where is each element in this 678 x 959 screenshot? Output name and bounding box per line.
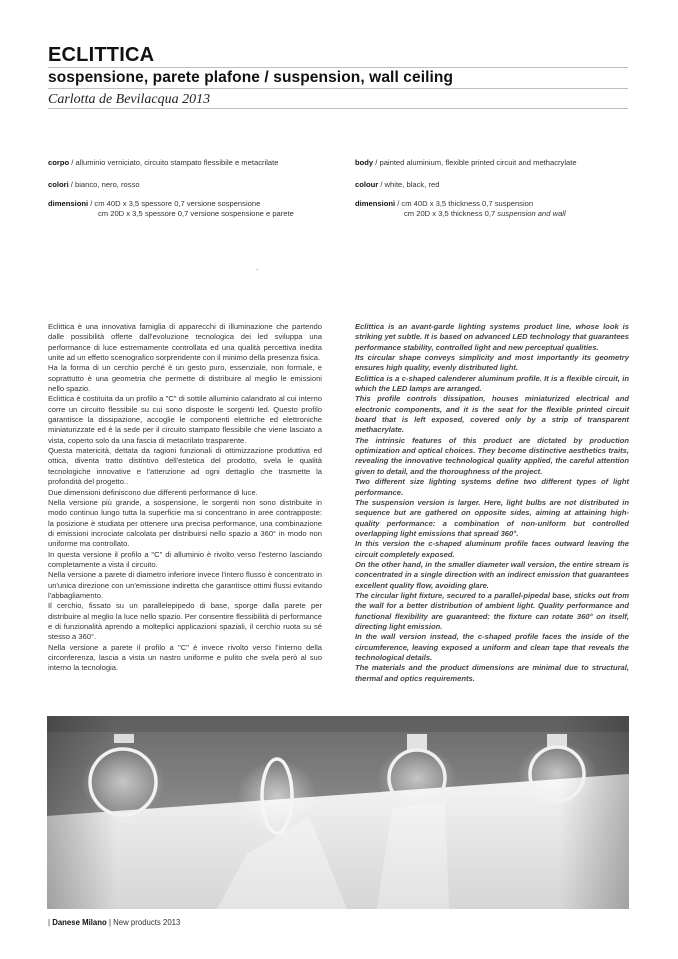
spec-dimensioni-en-line1: / cm 40D x 3,5 thickness 0,7 suspension bbox=[395, 199, 534, 208]
paragraph-it: Ha la forma di un cerchio perché è un gesto puro, essenziale, non formale, e soprattutto è una geometria che permette di distribuire al meglio le emissioni nello spazio. bbox=[48, 363, 322, 394]
page-subtitle: sospensione, parete plafone / suspension, wall ceiling bbox=[48, 69, 454, 86]
paragraph-en: Two different size lighting systems define two different types of light performance. bbox=[355, 477, 629, 497]
spec-colour-label: colour bbox=[355, 180, 379, 189]
paragraph-en: The suspension version is larger. Here, light bulbs are not distributed in sequence but are gathered on opposite sides, aiming at attaining high-quality performance: a combination of non-uniform but controlled overlapping light emissions that spread 360°. bbox=[355, 497, 629, 538]
product-photo-svg bbox=[47, 716, 629, 909]
paragraph-it: Eclittica è una innovativa famiglia di apparecchi di illuminazione che partendo dalle possibilità offerte dall'evoluzione tecnologica dei led sviluppa una performance di luce estremamente controllata ed una qualità percettiva inedita unite ad un effetto scenografico sorprendente con il minimo della presenza fisica. bbox=[48, 322, 322, 363]
paragraph-en: In the wall version instead, the c-shaped profile faces the inside of the circumference, leaving exposed a uniform and clean tape that reveals the technological details. bbox=[355, 632, 629, 662]
lamp-base bbox=[407, 734, 427, 750]
paragraph-it: Questa matericità, dettata da ragioni funzionali di ottimizzazione produttiva ed ottica, diventa tratto distintivo dell'estetica del prodotto, svela le qualità tecnologiche innovative e l'attenzione ad ogni dettaglio che trasmette la profondità del progetto.. bbox=[48, 446, 322, 487]
paragraph-en: Its circular shape conveys simplicity and most importantly its geometry ensures high quality, evenly distributed light. bbox=[355, 353, 629, 373]
description-english bbox=[355, 322, 629, 684]
page-title: ECLITTICA bbox=[48, 44, 155, 66]
spec-dimensioni-en-line2b: suspension and wall bbox=[497, 209, 566, 218]
page-footer bbox=[48, 918, 180, 927]
paragraph-en: On the other hand, in the smaller diameter wall version, the entire stream is concentrated in a single direction with an indirect emission that guarantees excellent quality flow, avoiding glare. bbox=[355, 559, 629, 590]
paragraph-it: Il cerchio, fissato su un parallelepipedo di base, sporge dalla parete per distribuire al meglio la luce nello spazio. Per consentire flessibilità di performance e di funzionalità aprendo a molteplici applicazioni spaziali, il cerchio ruota su sé stesso a 360°. bbox=[48, 601, 322, 642]
paragraph-en: The intrinsic features of this product are dictated by production optimization and optical choices. They become distinctive aesthetics traits, revealing the innovative technological quality applied, the careful attention given to detail, and the thoroughness of the project. bbox=[355, 435, 629, 476]
paragraph-it: Eclittica è costituita da un profilo a "C" di sottile alluminio calandrato al cui interno corre un circuito flessibile su cui sono disposte le sorgenti led. Questo profilo garantisce la dissipazione, accoglie le componenti elettriche ed elettroniche miniaturizzate ed è la sede per il circuito stampato flessibile che viene lasciato a vista, coperto solo da una fascia di metacrilato trasparente. bbox=[48, 394, 322, 445]
paragraph-it: Nella versione più grande, a sospensione, le sorgenti non sono distribuite in modo continuo lungo tutta la superficie ma si concentrano in aree contrapposte: la posizione è studiata per ottenere una precisa performance, una combinazione di emissioni incrociate calcolata per distribuirsi nello spazio a 360° in modo non uniforme ma controllato. bbox=[48, 497, 322, 549]
description-italian bbox=[48, 322, 322, 674]
spec-dimensioni-en-line2 bbox=[404, 209, 566, 219]
lamp-base bbox=[114, 734, 134, 743]
paragraph-it: Due dimensioni definiscono due differenti performance di luce. bbox=[48, 487, 258, 497]
paragraph-it: Nella versione a parete il profilo a "C" è invece rivolto verso l'interno della circonferenza, lascia a vista un nastro uniforme e pulito che svela però al suo interno la tecnologia. bbox=[48, 642, 322, 673]
spec-dimensioni-en-line2a: cm 20D x 3,5 thickness 0,7 bbox=[404, 209, 498, 218]
stray-dot: . bbox=[256, 263, 259, 272]
paragraph-en: In this version the c-shaped aluminum profile faces outward leaving the circuit completely exposed. bbox=[355, 539, 629, 559]
designer-divider bbox=[48, 108, 628, 109]
spec-colori-label: colori bbox=[48, 180, 69, 189]
spec-corpo-label: corpo bbox=[48, 158, 70, 167]
spec-dimensioni-en-label: dimensioni bbox=[355, 199, 396, 208]
designer-credit: Carlotta de Bevilacqua 2013 bbox=[48, 92, 211, 107]
spec-colori-value: / bianco, nero, rosso bbox=[68, 180, 140, 189]
spec-body-value: / painted aluminium, flexible printed circuit and methacrylate bbox=[373, 158, 577, 167]
paragraph-en: The circular light fixture, secured to a parallel-pipedal base, sticks out from the wall for a better distribution of ambient light. Quality performance and functional flexibility are guaranteed: the fixture can rotate 360° on itself, directing light emission. bbox=[355, 590, 629, 631]
product-photo bbox=[47, 716, 629, 909]
spec-colori bbox=[48, 180, 140, 190]
spec-dimensioni-en bbox=[355, 199, 533, 209]
spec-corpo-value: / alluminio verniciato, circuito stampato flessibile e metacrilate bbox=[69, 158, 279, 167]
footer-separator: | bbox=[48, 918, 53, 927]
subtitle-divider bbox=[48, 88, 628, 89]
spec-dimensioni-it-label: dimensioni bbox=[48, 199, 89, 208]
paragraph-en: Eclittica is a c-shaped calenderer aluminum profile. It is a flexible circuit, in which the LED lamps are arranged. bbox=[355, 373, 629, 394]
spec-body-label: body bbox=[355, 158, 374, 167]
footer-separator: | bbox=[106, 918, 114, 927]
paragraph-en: This profile controls dissipation, houses miniaturized electrical and electronic components, and it is the seat for the flexible printed circuit board that is left exposed, covered only by a strip of transparent methacrylate. bbox=[355, 394, 629, 435]
spec-body bbox=[355, 158, 577, 168]
footer-brand: Danese Milano bbox=[52, 918, 107, 927]
paragraph-en: The materials and the product dimensions are minimal due to structural, thermal and optics requirements. bbox=[355, 663, 629, 683]
spec-colour-value: / white, black, red bbox=[378, 180, 440, 189]
spec-dimensioni-it-line1: / cm 40D x 3,5 spessore 0,7 versione sospensione bbox=[88, 199, 261, 208]
paragraph-en: Eclittica is an avant-garde lighting systems product line, whose look is striking yet subtle. It is based on advanced LED technology that guarantees performance stability, controlled light and new perceptual qualities. bbox=[355, 322, 629, 352]
footer-label: New products 2013 bbox=[113, 918, 181, 927]
spec-dimensioni-it bbox=[48, 199, 260, 209]
title-divider bbox=[48, 67, 628, 68]
spec-corpo bbox=[48, 158, 278, 168]
paragraph-it: Nella versione a parete di diametro inferiore invece l'intero flusso è concentrato in un'unica direzione con un'emissione indiretta che garantisce ottimi flussi evitando l'abbagliamento. bbox=[48, 570, 322, 600]
spec-dimensioni-it-line2: cm 20D x 3,5 spessore 0,7 versione sospensione e parete bbox=[98, 209, 294, 218]
spec-colour bbox=[355, 180, 439, 190]
paragraph-it: In questa versione il profilo a "C" di alluminio è rivolto verso l'esterno lasciando completamente a vista il circuito. bbox=[48, 549, 322, 569]
